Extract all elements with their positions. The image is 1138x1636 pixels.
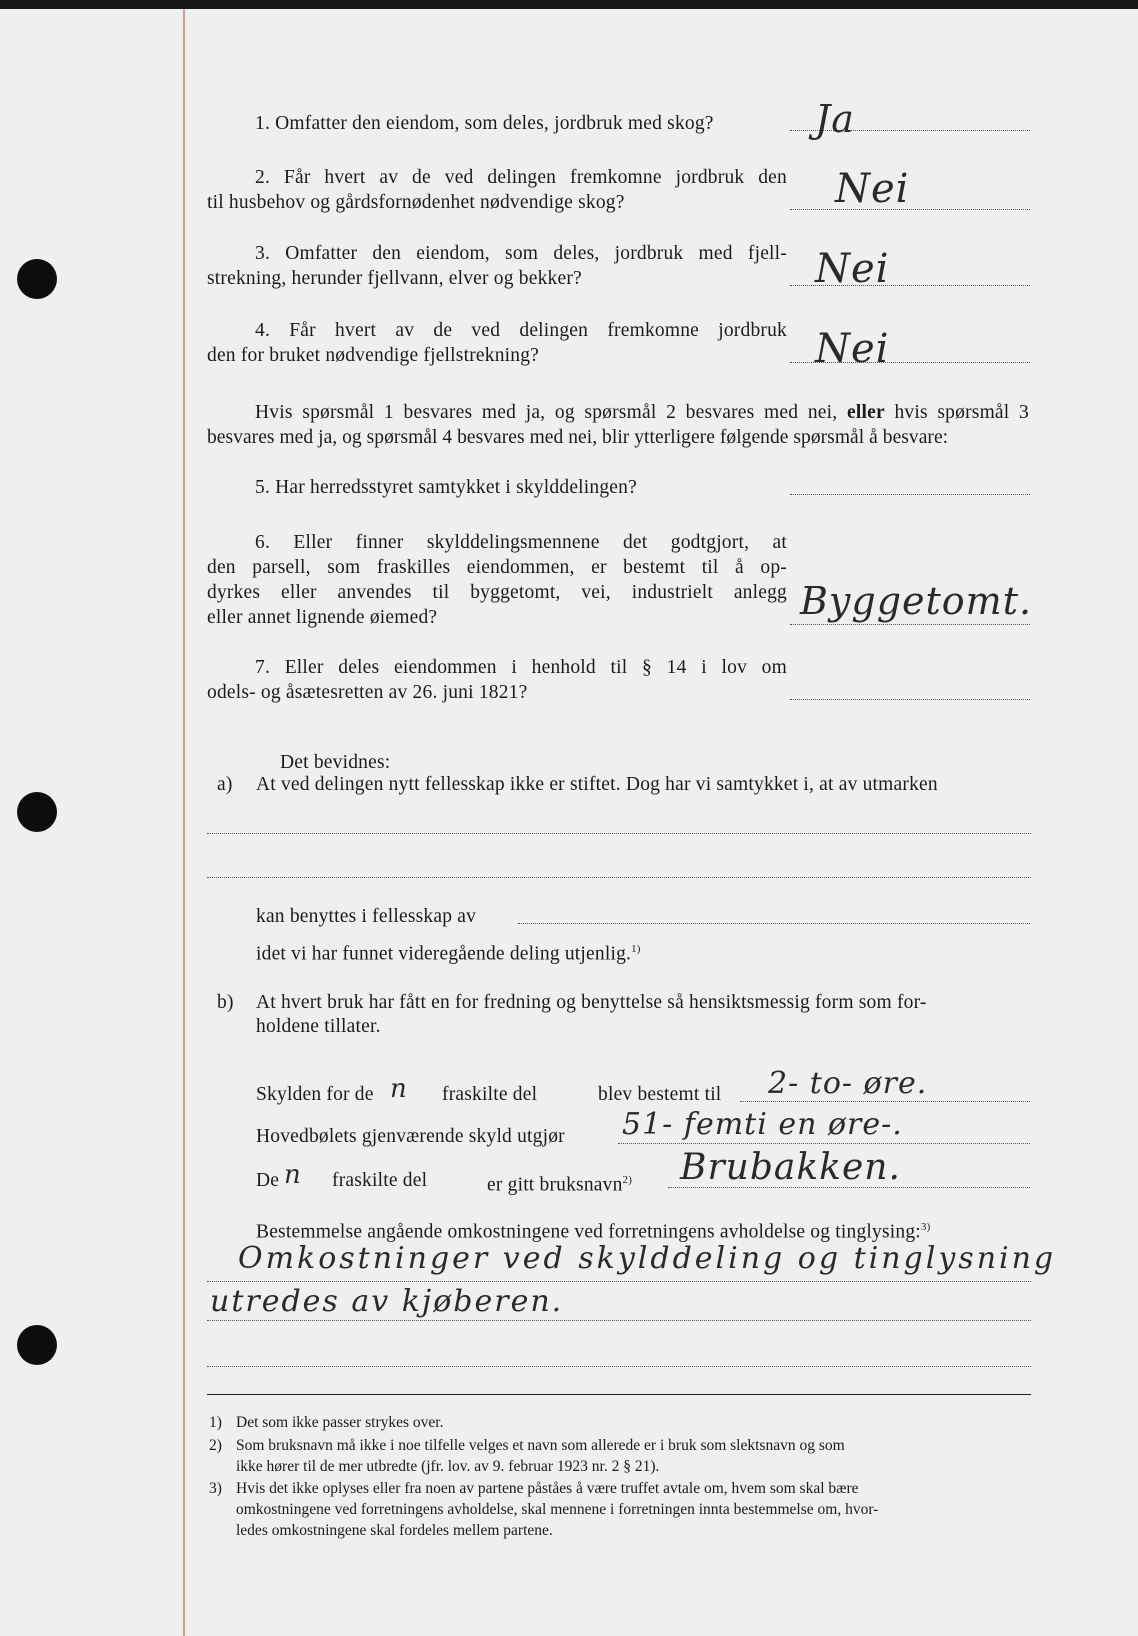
attest-b-line-2: holdene tillater.	[256, 1016, 381, 1037]
cost-line-2	[207, 1320, 1031, 1321]
footnote-3-mark: 3)	[209, 1480, 222, 1497]
navn-value: Brubakken.	[680, 1147, 901, 1188]
hoved-value: 51- femti en øre-.	[622, 1107, 903, 1142]
question-5-answer-line	[790, 494, 1030, 495]
punch-hole	[17, 792, 57, 832]
question-6-line-2: den parsell, som fraskilles eiendommen, er bestemt til å op-	[207, 557, 787, 578]
condition-line-1: Hvis spørsmål 1 besvares med ja, og spørsmål 2 besvares med nei, eller hvis spørsmål 3	[255, 402, 1029, 423]
cost-value-line-2: utredes av kjøberen.	[210, 1284, 564, 1319]
navn-label-c: er gitt bruksnavn$^{2)}$	[487, 1174, 633, 1196]
footnote-3-line-2: omkostningene ved forretningens avholdelse, skal mennene i forretningen innta bestemmelse om, hvor-	[236, 1501, 879, 1518]
attest-a-use-label: kan benyttes i fellesskap av	[256, 906, 477, 927]
margin-rule	[183, 9, 185, 1636]
question-2-line-1: 2. Får hvert av de ved delingen fremkomne jordbruk den	[255, 167, 787, 188]
footnote-2-line-1: Som bruksnavn må ikke i noe tilfelle velges et navn som allerede er i bruk som slektsnavn og som	[236, 1437, 845, 1454]
attest-a-label: a)	[217, 774, 233, 795]
question-2-line-2: til husbehov og gårdsfornødenhet nødvendige skog?	[207, 192, 625, 213]
footnote-2-mark: 2)	[209, 1437, 222, 1454]
navn-handwritten-n: n	[284, 1160, 302, 1190]
question-4-answer: Nei	[815, 326, 890, 372]
question-6-answer: Byggetomt.	[800, 579, 1033, 623]
scan-top-edge	[0, 0, 1138, 9]
question-7-answer-line	[790, 699, 1030, 700]
footnote-2-line-2: ikke hører til de mer utbredte (jfr. lov. av 9. februar 1923 nr. 2 § 21).	[236, 1458, 660, 1475]
question-3-line-1: 3. Omfatter den eiendom, som deles, jordbruk med fjell-	[255, 243, 787, 264]
question-1-answer: Ja	[815, 97, 855, 141]
punch-hole	[17, 259, 57, 299]
cost-line-3	[207, 1366, 1031, 1367]
question-4-line-2: den for bruket nødvendige fjellstrekning?	[207, 345, 540, 366]
question-6-answer-line	[790, 624, 1030, 625]
navn-label-b: fraskilte del	[332, 1170, 428, 1191]
skyld-label-a: Skylden for de	[256, 1084, 374, 1105]
condition-line-2: besvares med ja, og spørsmål 4 besvares med nei, blir ytterligere følgende spørsmål å besvare:	[207, 427, 949, 448]
question-6-line-4: eller annet lignende øiemed?	[207, 607, 438, 628]
attest-a-blank-line-1	[207, 833, 1031, 834]
footnote-separator	[207, 1394, 1031, 1395]
navn-label-a: De	[256, 1170, 280, 1191]
skyld-value: 2- to- øre.	[768, 1066, 928, 1101]
question-7-line-2: odels- og åsætesretten av 26. juni 1821?	[207, 682, 528, 703]
question-3-line-2: strekning, herunder fjellvann, elver og bekker?	[207, 268, 582, 289]
attest-heading: Det bevidnes:	[280, 752, 391, 773]
attest-a-use-line	[518, 923, 1030, 924]
question-7-line-1: 7. Eller deles eiendommen i henhold til § 14 i lov om	[255, 657, 787, 678]
attest-a-end: idet vi har funnet videregående deling utjenlig.$^{1)}$	[256, 943, 641, 965]
question-2-answer-line	[790, 209, 1030, 210]
question-2-answer: Nei	[835, 166, 910, 212]
attest-a-blank-line-2	[207, 877, 1031, 878]
footnote-1-text: Det som ikke passer strykes over.	[236, 1414, 444, 1431]
question-6-line-3: dyrkes eller anvendes til byggetomt, vei, industrielt anlegg	[207, 582, 787, 603]
attest-a-text: At ved delingen nytt fellesskap ikke er stiftet. Dog har vi samtykket i, at av utmarken	[256, 774, 938, 795]
attest-b-line-1: At hvert bruk har fått en for fredning og benyttelse så hensiktsmessig form som for-	[256, 992, 927, 1013]
question-6-line-1: 6. Eller finner skylddelingsmennene det godtgjort, at	[255, 532, 787, 553]
question-5-text: 5. Har herredsstyret samtykket i skylddelingen?	[255, 477, 637, 498]
skyld-label-c: blev bestemt til	[598, 1084, 722, 1105]
footnote-1-mark: 1)	[209, 1414, 222, 1431]
skyld-handwritten-n: n	[390, 1074, 408, 1104]
hoved-label: Hovedbølets gjenværende skyld utgjør	[256, 1126, 565, 1147]
question-3-answer: Nei	[815, 246, 890, 292]
cost-label: Bestemmelse angående omkostningene ved forretningens avholdelse og tinglysing:$^{3)}$	[256, 1221, 931, 1243]
cost-value-line-1: Omkostninger ved skylddeling og tinglysning	[238, 1241, 1057, 1276]
punch-hole	[17, 1325, 57, 1365]
question-4-line-1: 4. Får hvert av de ved delingen fremkomne jordbruk	[255, 320, 787, 341]
question-1-text: 1. Omfatter den eiendom, som deles, jordbruk med skog?	[255, 113, 714, 134]
footnote-3-line-3: ledes omkostningene skal fordeles mellem partene.	[236, 1522, 553, 1539]
cost-line-1	[207, 1281, 1031, 1282]
skyld-label-b: fraskilte del	[442, 1084, 538, 1105]
skyld-value-line	[740, 1101, 1030, 1102]
footnote-3-line-1: Hvis det ikke oplyses eller fra noen av partene påståes å være truffet avtale om, hvem som skal bære	[236, 1480, 859, 1497]
hoved-value-line	[618, 1143, 1030, 1144]
attest-b-label: b)	[217, 992, 234, 1013]
